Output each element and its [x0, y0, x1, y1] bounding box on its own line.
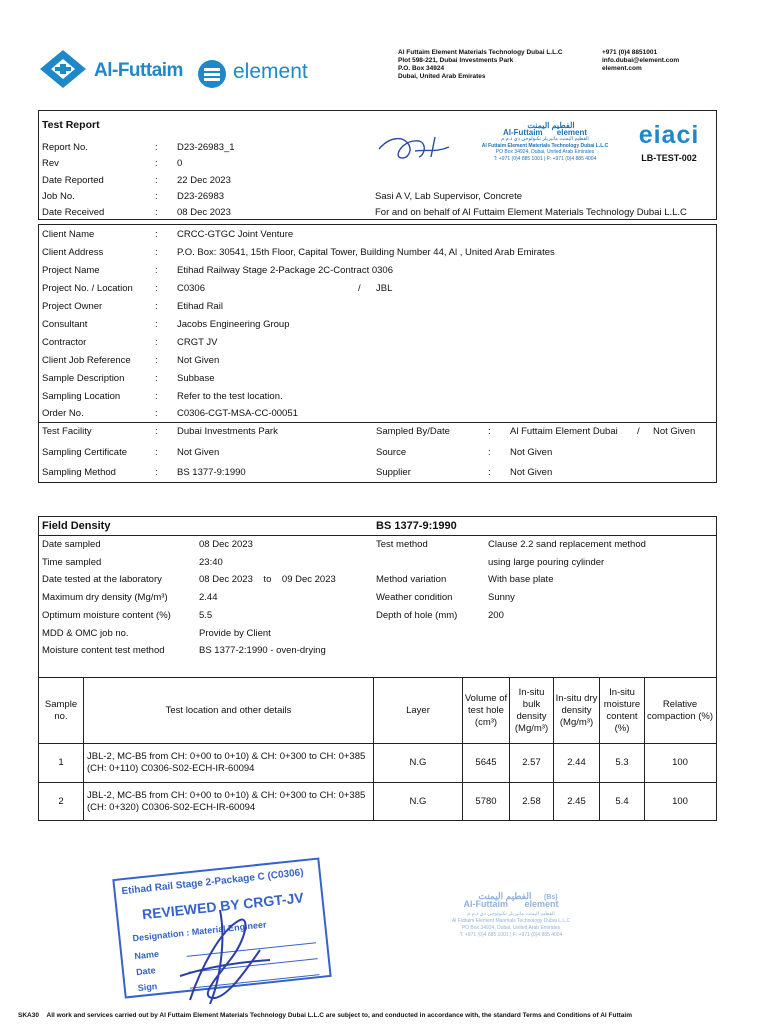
- stamp-reviewed: REVIEWED BY CRGT-JV: [141, 889, 305, 923]
- sampling-certificate-label: Sampling Certificate: [42, 447, 128, 458]
- order-no-value: C0306-CGT-MSA-CC-00051: [177, 408, 298, 419]
- client-name-value: CRCC-GTGC Joint Venture: [177, 229, 294, 240]
- sampled-by-label: Sampled By/Date: [376, 426, 450, 437]
- project-name-value: Etihad Railway Stage 2-Package 2C-Contract 0306: [177, 265, 393, 276]
- colon: :: [155, 265, 158, 276]
- bottom-seal-brand-arabic: الفطيم: [505, 891, 532, 901]
- signatory-behalf: For and on behalf of Al Futtaim Element Materials Technology Dubai L.L.C: [375, 207, 687, 218]
- client-details-box: [38, 224, 717, 483]
- seal-brand: Al-Futtaim: [502, 127, 543, 137]
- hole-depth-label: Depth of hole (mm): [376, 610, 458, 621]
- report-no-label: Report No.: [42, 142, 88, 153]
- signatory-name: Sasi A V, Lab Supervisor, Concrete: [375, 191, 522, 202]
- layer-cell: N.G: [409, 795, 427, 807]
- bottom-company-seal: [416, 893, 606, 977]
- eiac-code: LB-TEST-002: [641, 153, 697, 163]
- stamp-name: Name: [133, 948, 160, 962]
- seal-line: القطيم اليمنت ماتيريلز تكنولوجي دي ذ.م.م: [501, 136, 589, 142]
- client-job-ref-label: Client Job Reference: [42, 355, 131, 366]
- test-location-cell: JBL-2, MC-B5 from CH: 0+00 to 0+10) & CH: 0+300 to CH: 0+385 (CH: 0+110) C0306-S02-ECH-IR-60094: [87, 751, 366, 774]
- client-name-label: Client Name: [42, 229, 95, 240]
- column-header: Volume of test hole (cm³): [464, 692, 508, 728]
- eiac-accreditation-mark: [625, 121, 713, 175]
- address-line: Dubai, United Arab Emirates: [398, 73, 486, 80]
- colon: :: [155, 247, 158, 258]
- colon: :: [155, 191, 158, 202]
- max-dry-density-value: 2.44: [199, 592, 218, 603]
- seal-brand-arabic: الفطيم: [551, 121, 575, 130]
- field-density-title: Field Density: [42, 520, 111, 532]
- element-logo: [196, 58, 328, 90]
- colon: :: [155, 373, 158, 384]
- location-separator: /: [358, 283, 361, 294]
- signature-icon: [375, 127, 455, 167]
- client-address-label: Client Address: [42, 247, 104, 258]
- colon: :: [155, 158, 158, 169]
- date-sampled-value: 08 Dec 2023: [199, 539, 253, 550]
- contact-phone: +971 (0)4 8851001: [602, 49, 658, 56]
- test-location-cell: JBL-2, MC-B5 from CH: 0+00 to 0+10) & CH: 0+300 to CH: 0+385 (CH: 0+320) C0306-S02-ECH-IR-60094: [87, 789, 366, 813]
- consultant-value: Jacobs Engineering Group: [177, 319, 290, 330]
- stamp-sign: Sign: [137, 981, 158, 994]
- contractor-label: Contractor: [42, 337, 87, 348]
- eiac-logo: eiaci: [638, 121, 700, 149]
- weather-value: Sunny: [488, 592, 515, 603]
- client-address-value: P.O. Box: 30541, 15th Floor, Capital Tower, Building Number 44, Al , United Arab Emirates: [177, 247, 555, 258]
- seal-element: element: [556, 127, 588, 137]
- footer-note: All work and services carried out by Al Futtaim Element Materials Technology Dubai L.L.C are subject to, and conducted in accordance with, the standard Terms and Conditions of Al Futtaim: [46, 1012, 633, 1019]
- order-no-label: Order No.: [42, 408, 84, 419]
- bottom-seal-line: القطيم اليمنت ماتيريلز تكنولوجي دي ذ.م.م: [467, 911, 555, 917]
- test-facility-label: Test Facility: [42, 426, 92, 437]
- supplier-label: Supplier: [376, 467, 411, 478]
- test-method-label: Test method: [376, 539, 428, 550]
- colon: :: [488, 447, 491, 458]
- colon: :: [155, 391, 158, 402]
- moisture-method-value: BS 1377-2:1990 - oven-drying: [199, 645, 326, 656]
- seal-line: PO Box 34924, Dubai, United Arab Emirates: [495, 149, 595, 155]
- moisture-method-label: Moisture content test method: [42, 645, 165, 656]
- dry-density-cell: 2.44: [567, 757, 586, 768]
- layer-cell: N.G: [409, 757, 427, 768]
- date-tested-value: 08 Dec 2023 to 09 Dec 2023: [199, 574, 336, 585]
- date-tested-label: Date tested at the laboratory: [42, 574, 162, 585]
- address-line: Al Futtaim Element Materials Technology Dubai L.L.C: [398, 49, 563, 56]
- bottom-seal-line: PO Box 34924, Dubai, United Arab Emirates: [461, 925, 561, 931]
- colon: :: [155, 207, 158, 218]
- relative-compaction-cell: 100: [672, 757, 688, 768]
- source-value: Not Given: [510, 447, 553, 458]
- colon: :: [488, 467, 491, 478]
- date-reported-value: 22 Dec 2023: [177, 175, 231, 186]
- mdd-omc-job-label: MDD & OMC job no.: [42, 628, 129, 639]
- contractor-value: CRGT JV: [177, 337, 218, 348]
- colon: :: [155, 142, 158, 153]
- job-no-label: Job No.: [42, 191, 75, 202]
- reviewer-signature-icon: [160, 900, 280, 1010]
- test-report-title: Test Report: [42, 119, 100, 131]
- sampling-method-label: Sampling Method: [42, 467, 116, 478]
- sampling-location-label: Sampling Location: [42, 391, 121, 402]
- bottom-seal-mark: (Bs): [544, 894, 558, 901]
- moisture-content-cell: 5.3: [615, 757, 629, 768]
- optimum-moisture-value: 5.5: [199, 610, 213, 621]
- al-futtaim-emblem-icon: [38, 48, 88, 90]
- footer-code: SKA30: [18, 1012, 39, 1019]
- column-header: Test location and other details: [165, 704, 292, 716]
- source-label: Source: [376, 447, 407, 458]
- weather-label: Weather condition: [376, 592, 453, 603]
- contact-email: info.dubai@element.com: [602, 57, 680, 64]
- max-dry-density-label: Maximum dry density (Mg/m³): [42, 592, 168, 603]
- colon: :: [155, 408, 158, 419]
- rev-value: 0: [177, 158, 183, 169]
- hole-depth-value: 200: [488, 610, 504, 621]
- column-header: In-situ moisture content (%): [603, 686, 641, 734]
- address-line: Plot 598-221, Dubai Investments Park: [398, 57, 514, 64]
- column-header: Sample no.: [44, 698, 78, 722]
- seal-line: Al Futtaim Element Materials Technology Dubai L.L.C: [481, 142, 609, 149]
- column-header: In-situ dry density (Mg/m³): [555, 692, 598, 728]
- field-density-box: [38, 516, 717, 821]
- stamp-project: Etihad Rail Stage 2-Package C (C0306): [121, 867, 305, 898]
- bottom-seal-line: T: +971 (0)4 885 1001 | F: +971 (0)4 885 4004: [459, 932, 563, 938]
- sample-no-cell: 1: [58, 757, 64, 768]
- company-address: [398, 49, 563, 81]
- element-wordmark: element: [233, 60, 308, 83]
- optimum-moisture-label: Optimum moisture content (%): [42, 610, 171, 621]
- seal-line: T: +971 (0)4 885 1001 | F: +971 (0)4 885 4004: [493, 155, 597, 162]
- date-received-value: 08 Dec 2023: [177, 207, 231, 218]
- seal-element-arabic: اليمنت: [527, 121, 550, 130]
- colon: :: [155, 283, 158, 294]
- sampling-method-value: BS 1377-9:1990: [177, 467, 246, 478]
- address-line: P.O. Box 34924: [398, 65, 445, 72]
- element-emblem-icon: [196, 58, 228, 90]
- column-header: Relative compaction (%): [647, 698, 713, 722]
- bottom-seal-element: element: [524, 899, 559, 909]
- rev-label: Rev: [42, 158, 59, 169]
- column-header: In-situ bulk density (Mg/m³): [514, 686, 549, 734]
- supplier-value: Not Given: [510, 467, 553, 478]
- volume-cell: 5645: [475, 757, 497, 768]
- mdd-omc-job-value: Provide by Client: [199, 628, 271, 639]
- relative-compaction-cell: 100: [672, 795, 688, 807]
- dry-density-cell: 2.45: [567, 795, 586, 807]
- client-job-ref-value: Not Given: [177, 355, 220, 366]
- stamp-date: Date: [135, 965, 157, 978]
- colon: :: [155, 337, 158, 348]
- colon: :: [155, 426, 158, 437]
- bulk-density-cell: 2.57: [522, 757, 541, 768]
- colon: :: [155, 301, 158, 312]
- test-method-value: Clause 2.2 sand replacement method: [488, 539, 646, 550]
- divider: [39, 535, 716, 536]
- test-method-value-2: using large pouring cylinder: [488, 557, 605, 568]
- sample-no-cell: 2: [58, 795, 64, 807]
- footer: [18, 1012, 632, 1019]
- job-no-value: D23-26983: [177, 191, 225, 202]
- project-no-value: C0306: [177, 283, 205, 294]
- stamp-designation: Designation : Material Engineer: [132, 919, 267, 944]
- colon: :: [155, 447, 158, 458]
- method-variation-label: Method variation: [376, 574, 447, 585]
- field-density-standard: BS 1377-9:1990: [376, 520, 457, 532]
- test-report-box: [38, 110, 717, 220]
- consultant-label: Consultant: [42, 319, 88, 330]
- bottom-seal-element-arabic: اليمنت: [478, 891, 504, 901]
- colon: :: [155, 175, 158, 186]
- project-name-label: Project Name: [42, 265, 100, 276]
- bulk-density-cell: 2.58: [522, 795, 541, 807]
- company-seal: [475, 123, 615, 193]
- date-sampled-label: Date sampled: [42, 539, 101, 550]
- sampled-by-separator: /: [637, 426, 640, 437]
- colon: :: [155, 229, 158, 240]
- report-no-value: D23-26983_1: [177, 142, 235, 153]
- project-owner-value: Etihad Rail: [177, 301, 223, 312]
- colon: :: [155, 355, 158, 366]
- al-futtaim-logo: [38, 48, 190, 90]
- column-header: Layer: [406, 704, 430, 716]
- method-variation-value: With base plate: [488, 574, 554, 585]
- sampled-date-value: Not Given: [653, 426, 696, 437]
- project-location-label: Project No. / Location: [42, 283, 133, 294]
- sample-description-label: Sample Description: [42, 373, 125, 384]
- al-futtaim-wordmark: Al-Futtaim: [94, 60, 183, 81]
- volume-cell: 5780: [475, 795, 497, 807]
- colon: :: [155, 319, 158, 330]
- sampling-certificate-value: Not Given: [177, 447, 220, 458]
- moisture-content-cell: 5.4: [615, 795, 629, 807]
- sample-description-value: Subbase: [177, 373, 215, 384]
- date-received-label: Date Received: [42, 207, 105, 218]
- sampling-location-value: Refer to the test location.: [177, 391, 283, 402]
- company-contact: [602, 49, 679, 73]
- sampled-by-value: Al Futtaim Element Dubai: [510, 426, 618, 437]
- divider: [39, 422, 716, 423]
- contact-website: element.com: [602, 65, 642, 72]
- test-facility-value: Dubai Investments Park: [177, 426, 278, 437]
- bottom-seal-line: Al Futtaim Element Materials Technology Dubai L.L.C: [451, 918, 571, 924]
- time-sampled-label: Time sampled: [42, 557, 102, 568]
- colon: :: [155, 467, 158, 478]
- project-owner-label: Project Owner: [42, 301, 103, 312]
- bottom-seal-brand: Al-Futtaim: [463, 899, 508, 909]
- date-reported-label: Date Reported: [42, 175, 104, 186]
- location-value: JBL: [376, 283, 393, 294]
- colon: :: [488, 426, 491, 437]
- time-sampled-value: 23:40: [199, 557, 223, 568]
